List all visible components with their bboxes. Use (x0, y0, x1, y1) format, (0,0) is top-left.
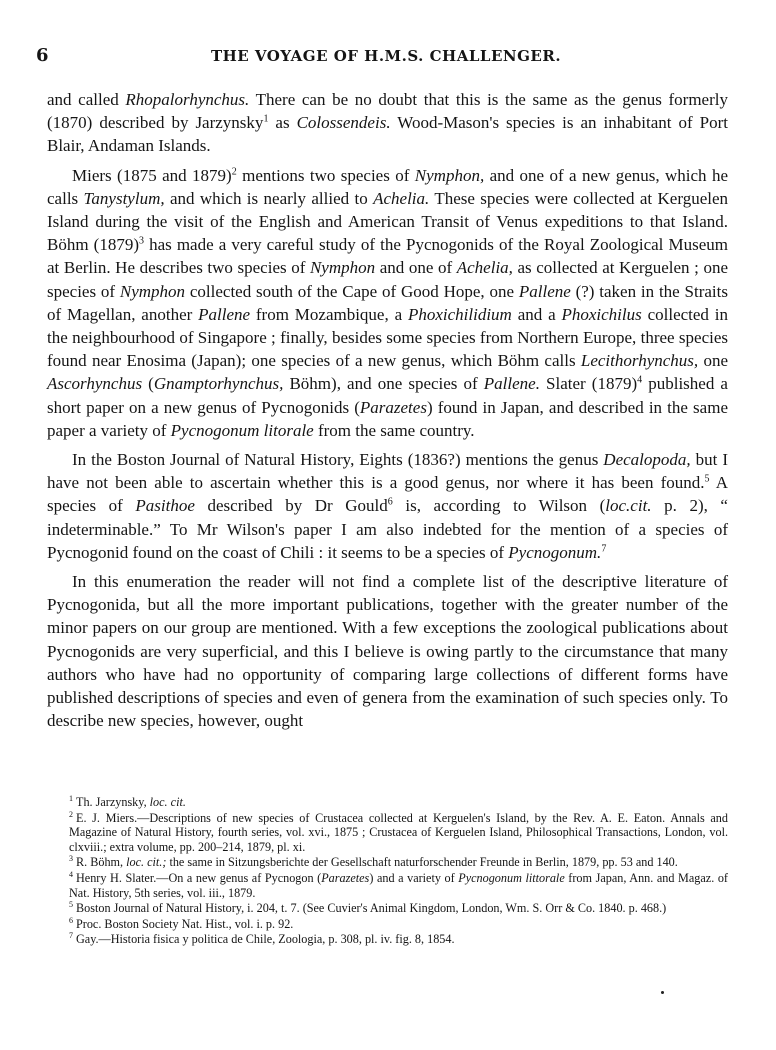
footnote-ref: 1 (263, 113, 269, 125)
footnote-marker: 4 (69, 869, 73, 879)
footnote-ref: 6 (387, 496, 393, 508)
page-number: 6 (36, 45, 49, 66)
footnote-2: $^2$ E. J. Miers.—Descriptions of new species of Crustacea collected at Kerguelen's Island, by the Rev. A. E. Eaton. Annals and Magazine of Natural History, fourth series, vol. xvi., 1875 ; Crustacea of Kerguelen Island, Philosophical Transactions, London, vol. clxviii.; extra volume, pp. 200–214, 1879, pl. xi. (69, 809, 728, 854)
paragraph-4: In this enumeration the reader will not find a complete list of the descriptive literature of Pycnogonida, but all the more important publications, together with the greater number of the minor papers on our group are mentioned. With a few exceptions the zoological publications about Pycnogonids are very superficial, and this I believe is owing partly to the circumstance that many authors who have had no opportunity of comparing large collections of different forms have published descriptions of species and even of genera from the examination of such species only. To describe new species, however, ought (47, 572, 728, 731)
footnote-marker: 7 (69, 931, 73, 941)
footnote-6: $^6$ Proc. Boston Society Nat. Hist., vol. i. p. 92. (69, 915, 294, 931)
footnote-marker: 1 (69, 793, 73, 803)
paragraph-1: and called Rhopalorhynchus. There can be no doubt that this is the same as the genus formerly (1870) described by Jarzynsky$^1$ as Colossendeis. Wood-Mason's species is an inhabitant of Port Blair, Andaman Islands. (47, 90, 728, 156)
footnote-5: $^5$ Boston Journal of Natural History, i. 204, t. 7. (See Cuvier's Animal Kingdom, London, Wm. S. Orr & Co. 1840. p. 468.) (69, 900, 667, 916)
footnote-ref: 4 (637, 374, 643, 386)
footnote-marker: 5 (69, 900, 73, 910)
footnote-7: $^7$ Gay.—Historia fisica y politica de Chile, Zoologia, p. 308, pl. iv. fig. 8, 1854. (69, 931, 455, 947)
footnotes (47, 795, 728, 948)
footnote-3: $^3$ R. Böhm, loc. cit.; the same in Sitzungsberichte der Gesellschaft naturforschender Freunde in Berlin, 1879, pp. 53 and 140. (69, 854, 678, 870)
footnote-4: $^4$ Henry H. Slater.—On a new genus af Pycnogon (Parazetes) and a variety of Pycnogonum littorale from Japan, Ann. and Magaz. of Nat. History, 5th series, vol. iii., 1879. (69, 869, 728, 900)
footnote-ref: 5 (704, 473, 710, 485)
footnote-ref: 7 (601, 543, 607, 555)
running-header (36, 45, 736, 69)
footnote-marker: 2 (69, 809, 73, 819)
print-speck (661, 991, 664, 994)
running-title: THE VOYAGE OF H.M.S. CHALLENGER. (210, 47, 562, 65)
body-text (47, 88, 728, 738)
footnote-ref: 2 (231, 165, 237, 177)
footnote-marker: 6 (69, 915, 73, 925)
paragraph-2: Miers (1875 and 1879)$^2$ mentions two species of Nymphon, and one of a new genus, which he calls Tanystylum, and which is nearly allied to Achelia. These species were collected at Kerguelen Island during the visit of the English and American Transit of Venus expeditions to that Island. Böhm $(1879)^3$ has made a very careful study of the Pycnogonids of the Royal Zoological Museum at Berlin. He describes two species of Nymphon and one of Achelia, as collected at Kerguelen ; one species of Nymphon collected south of the Cape of Good Hope, one Pallene (?) taken in the Straits of Magellan, another Pallene from Mozambique, a Phoxichilidium and a Phoxichilus collected in the neighbourhood of Singapore ; finally, besides some species from Northern Europe, three species found near Enosima (Japan); one species of a new genus, which Böhm calls Lecithorhynchus, one Ascorhynchus (Gnamptorhynchus, Böhm), and one species of Pallene. Slater $(1879)^4$ published a short paper on a new genus of Pycnogonids (Parazetes) found in Japan, and described in the same paper a variety of Pycnogonum litorale from the same country. (47, 165, 729, 440)
footnote-marker: 3 (69, 854, 73, 864)
footnote-ref: 3 (138, 235, 144, 247)
footnote-1: $^1$ Th. Jarzynsky, loc. cit. (69, 793, 186, 809)
paragraph-3: In the Boston Journal of Natural History, Eights (1836?) mentions the genus Decalopoda, but I have not been able to ascertain whether this is a good genus, nor where it has been found.$^5$ A species of Pasithoe described by Dr Gould$^6$ is, according to Wilson (loc.cit. p. 2), “ indeterminable.” To Mr Wilson's paper I am also indebted for the mention of a species of Pycnogonid found on the coast of Chili : it seems to be a species of Pycnogonum.$^7$ (47, 450, 728, 562)
